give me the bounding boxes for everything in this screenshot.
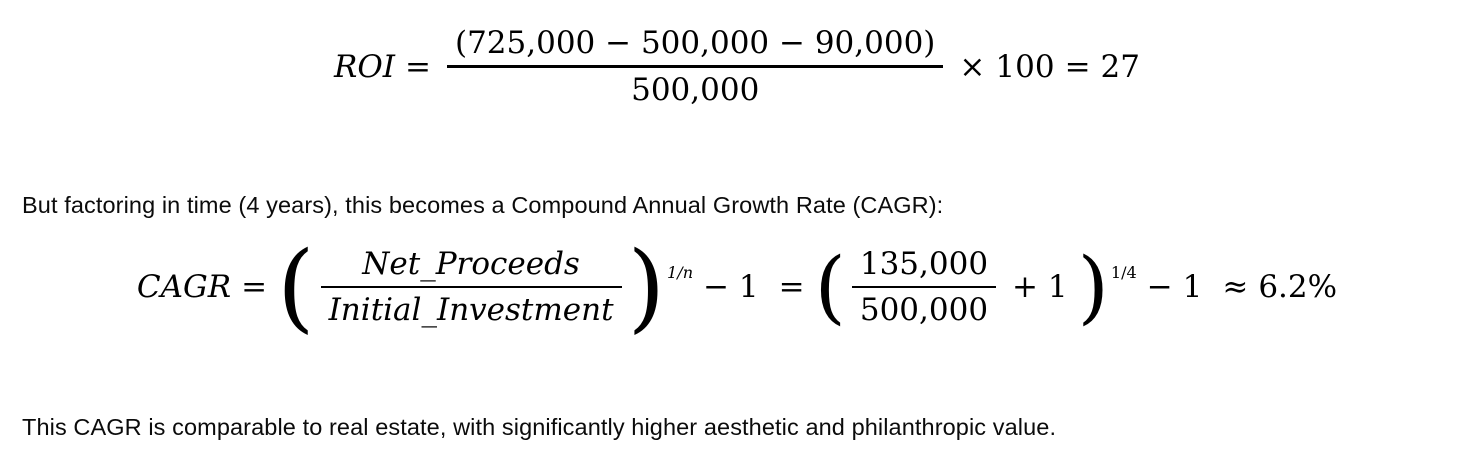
cagr-paren-close-1: ) bbox=[627, 230, 666, 343]
cagr-formula-row bbox=[136, 230, 1338, 343]
cagr-paren-close-2: ) bbox=[1077, 239, 1109, 333]
cagr-fraction-2 bbox=[852, 246, 996, 328]
cagr-result: 6.2% bbox=[1258, 268, 1338, 305]
roi-multiplier: 100 bbox=[995, 48, 1055, 85]
cagr-exponent-1: 1/n bbox=[667, 262, 694, 282]
cagr-formula bbox=[0, 232, 1474, 342]
cagr-paren-open-2: ( bbox=[814, 239, 846, 333]
cagr-paren-open-1: ( bbox=[277, 230, 315, 343]
paragraph-time-factor: But factoring in time (4 years), this becomes a Compound Annual Growth Rate (CAGR): bbox=[22, 191, 944, 218]
cagr-numerator-2: 135,000 bbox=[859, 245, 989, 282]
cagr-minus-one-2: − 1 bbox=[1146, 268, 1203, 305]
cagr-equals-sign-2: = bbox=[778, 268, 805, 305]
roi-result: 27 bbox=[1100, 48, 1140, 85]
roi-formula-row bbox=[334, 25, 1140, 107]
roi-equals-sign-2: = bbox=[1064, 48, 1091, 85]
roi-times-sign: × bbox=[959, 48, 986, 85]
roi-label: ROI bbox=[333, 48, 395, 85]
cagr-equals-sign: = bbox=[241, 268, 268, 305]
cagr-plus-one: + 1 bbox=[1012, 268, 1068, 305]
cagr-minus-one-1: − 1 bbox=[703, 268, 759, 305]
roi-equals-sign: = bbox=[405, 48, 431, 85]
cagr-numerator-1: Net_Proceeds bbox=[362, 245, 580, 282]
cagr-exponent-2: 1/4 bbox=[1110, 262, 1137, 282]
roi-fraction bbox=[447, 25, 943, 107]
cagr-fraction-1 bbox=[321, 246, 622, 328]
roi-denominator: 500,000 bbox=[631, 71, 760, 108]
roi-formula bbox=[0, 14, 1474, 119]
cagr-denominator-2: 500,000 bbox=[859, 292, 989, 329]
cagr-approx-sign: ≈ bbox=[1222, 268, 1249, 305]
paragraph-comparison: This CAGR is comparable to real estate, with significantly higher aesthetic and philanthropic value. bbox=[22, 413, 1057, 440]
cagr-label: CAGR bbox=[136, 268, 232, 305]
roi-numerator: (725,000 − 500,000 − 90,000) bbox=[454, 25, 936, 62]
cagr-denominator-1: Initial_Investment bbox=[328, 292, 614, 329]
